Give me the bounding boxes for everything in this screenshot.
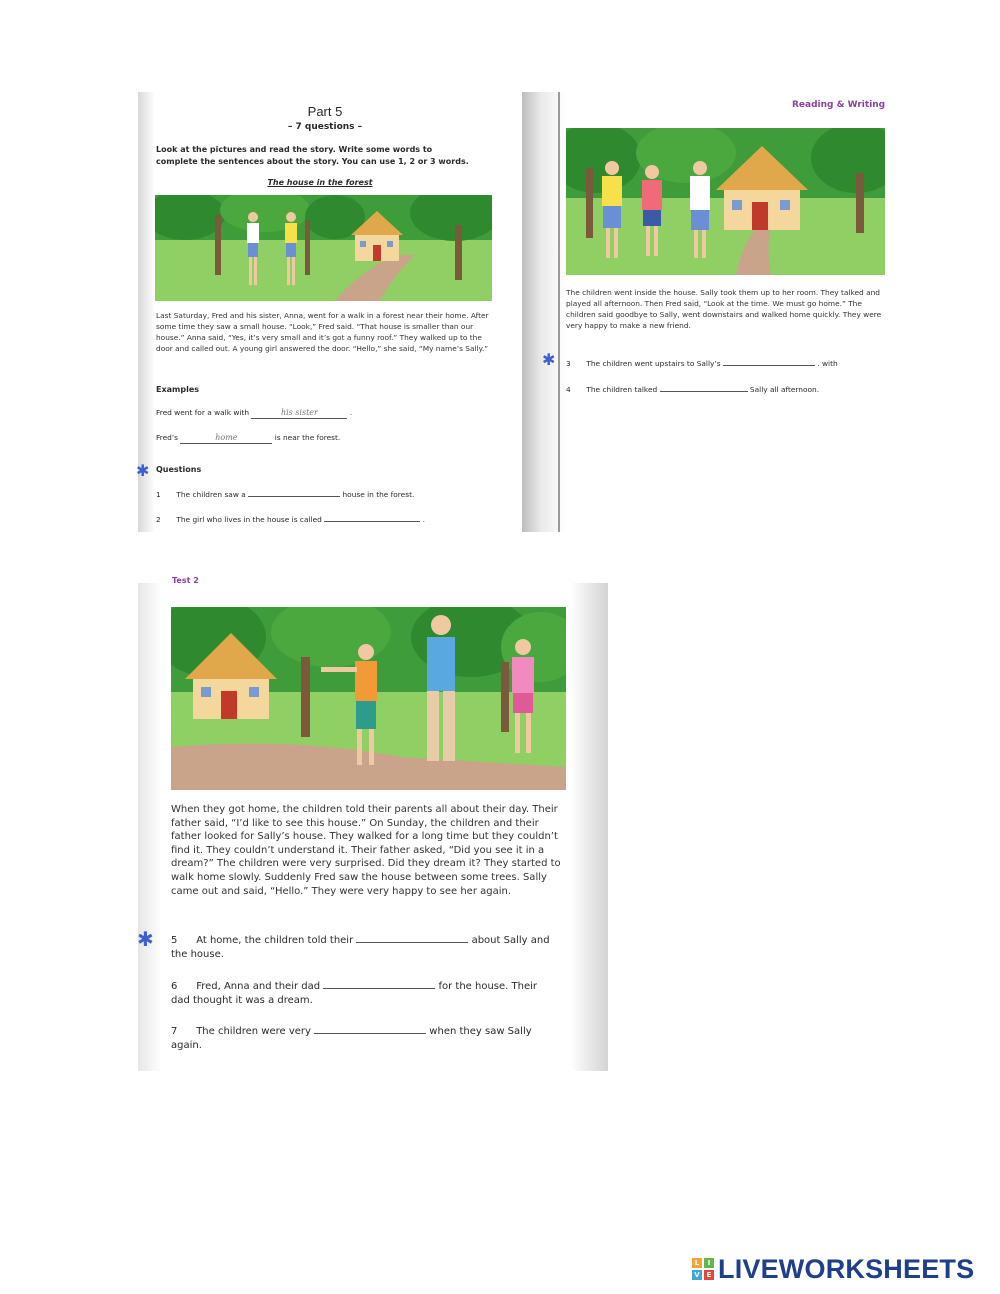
questions-heading: Questions <box>156 465 202 474</box>
page-tag: Test 2 <box>172 576 199 585</box>
question-2-answer-field[interactable] <box>324 514 420 522</box>
story-paragraph-1: Last Saturday, Fred and his sister, Anna, went for a walk in a forest near their home. After some time they saw a small house. “Look,” Fred said. “That house is smaller than our house.” Anna said, “Yes, it’s very small and it’s got a funny roof.” They walked up to the door and called out. A young girl answered the door. “Hello,” she said, “My name’s Sally.” <box>156 311 489 353</box>
example-1-text: Fred went for a walk with <box>156 408 250 417</box>
question-1 <box>156 489 414 500</box>
question-7-after: when they saw Sally again. <box>171 1026 532 1051</box>
question-4-number: 4 <box>566 385 571 394</box>
question-3-number: 3 <box>566 359 571 368</box>
story-paragraph-2: The children went inside the house. Sally took them up to her room. They talked and played all afternoon. Then Fred said, “Look at the time. We must go home.” The children said goodbye to Sally, went downstairs and walked home quickly. They were very happy to make a new friend. <box>566 288 882 330</box>
question-1-number: 1 <box>156 490 161 499</box>
part-subtitle: – 7 questions – <box>287 122 363 132</box>
question-2 <box>156 514 425 525</box>
story-picture-2 <box>566 128 885 275</box>
asterisk-icon: ✱ <box>137 927 154 951</box>
asterisk-icon: ✱ <box>542 350 556 369</box>
question-4-answer-field[interactable] <box>660 384 748 392</box>
question-7-number: 7 <box>171 1026 178 1037</box>
question-7-text: The children were very <box>196 1026 311 1037</box>
example-2 <box>156 432 340 444</box>
question-1-answer-field[interactable] <box>248 489 340 497</box>
question-3-text: The children went upstairs to Sally’s <box>586 359 721 368</box>
example-2-after: is near the forest. <box>274 433 341 442</box>
logo-icon: L I V E <box>692 1258 714 1280</box>
question-2-text: The girl who lives in the house is called <box>176 515 322 524</box>
instructions: Look at the pictures and read the story. Write some words to complete the sentences about the story. You can use 1, 2 or 3 words. <box>156 145 469 166</box>
asterisk-icon: ✱ <box>136 461 150 480</box>
question-2-number: 2 <box>156 515 161 524</box>
question-3 <box>566 358 838 369</box>
question-1-after: house in the forest. <box>342 490 415 499</box>
book-gutter <box>558 92 560 532</box>
example-1 <box>156 407 352 419</box>
brand-name: LIVEWORKSHEETS <box>718 1253 975 1284</box>
examples-heading: Examples <box>156 385 200 394</box>
question-5-answer-field[interactable] <box>356 933 468 943</box>
story-picture-3 <box>171 607 566 790</box>
question-4-after: Sally all afternoon. <box>749 385 820 394</box>
question-5-number: 5 <box>171 935 178 946</box>
question-4-text: The children talked <box>586 385 658 394</box>
question-1-text: The children saw a <box>176 490 246 499</box>
question-5-text: At home, the children told their <box>196 935 354 946</box>
story-paragraph-3: When they got home, the children told their parents all about their day. Their father said, “I’d like to see this house.” On Sunday, the children and their father looked for Sally’s house. They walked for a long time but they couldn’t find it. They couldn’t understand it. Their father asked, “Did you see it in a dream?” The children were very surprised. Did they dream it? They started to walk home slowly. Suddenly Fred saw the house between some trees. Sally came out and said, “Hello.” They were very happy to see her again. <box>171 804 561 897</box>
question-6-text: Fred, Anna and their dad <box>196 981 321 992</box>
liveworksheets-logo <box>692 1254 974 1284</box>
question-7-answer-field[interactable] <box>314 1024 426 1034</box>
question-6-after: for the house. Their dad thought it was a dream. <box>171 981 537 1006</box>
question-5-after: about Sally and the house. <box>171 935 550 960</box>
example-2-text: Fred’s <box>156 433 179 442</box>
example-2-answer: home <box>180 432 272 444</box>
story-title: The house in the forest <box>267 178 373 187</box>
part-title: Part 5 <box>307 104 343 119</box>
question-6-number: 6 <box>171 981 178 992</box>
example-1-after: . <box>349 408 353 417</box>
question-5 <box>171 933 551 962</box>
example-1-answer: his sister <box>251 407 347 419</box>
question-3-answer-field[interactable] <box>723 358 815 366</box>
question-6-answer-field[interactable] <box>323 979 435 989</box>
section-header: Reading & Writing <box>792 100 886 110</box>
question-2-after: . <box>422 515 425 524</box>
question-6 <box>171 979 551 1008</box>
question-7 <box>171 1024 561 1053</box>
story-picture-1 <box>155 195 492 301</box>
question-4 <box>566 384 819 395</box>
question-3-after: . with <box>817 359 838 368</box>
